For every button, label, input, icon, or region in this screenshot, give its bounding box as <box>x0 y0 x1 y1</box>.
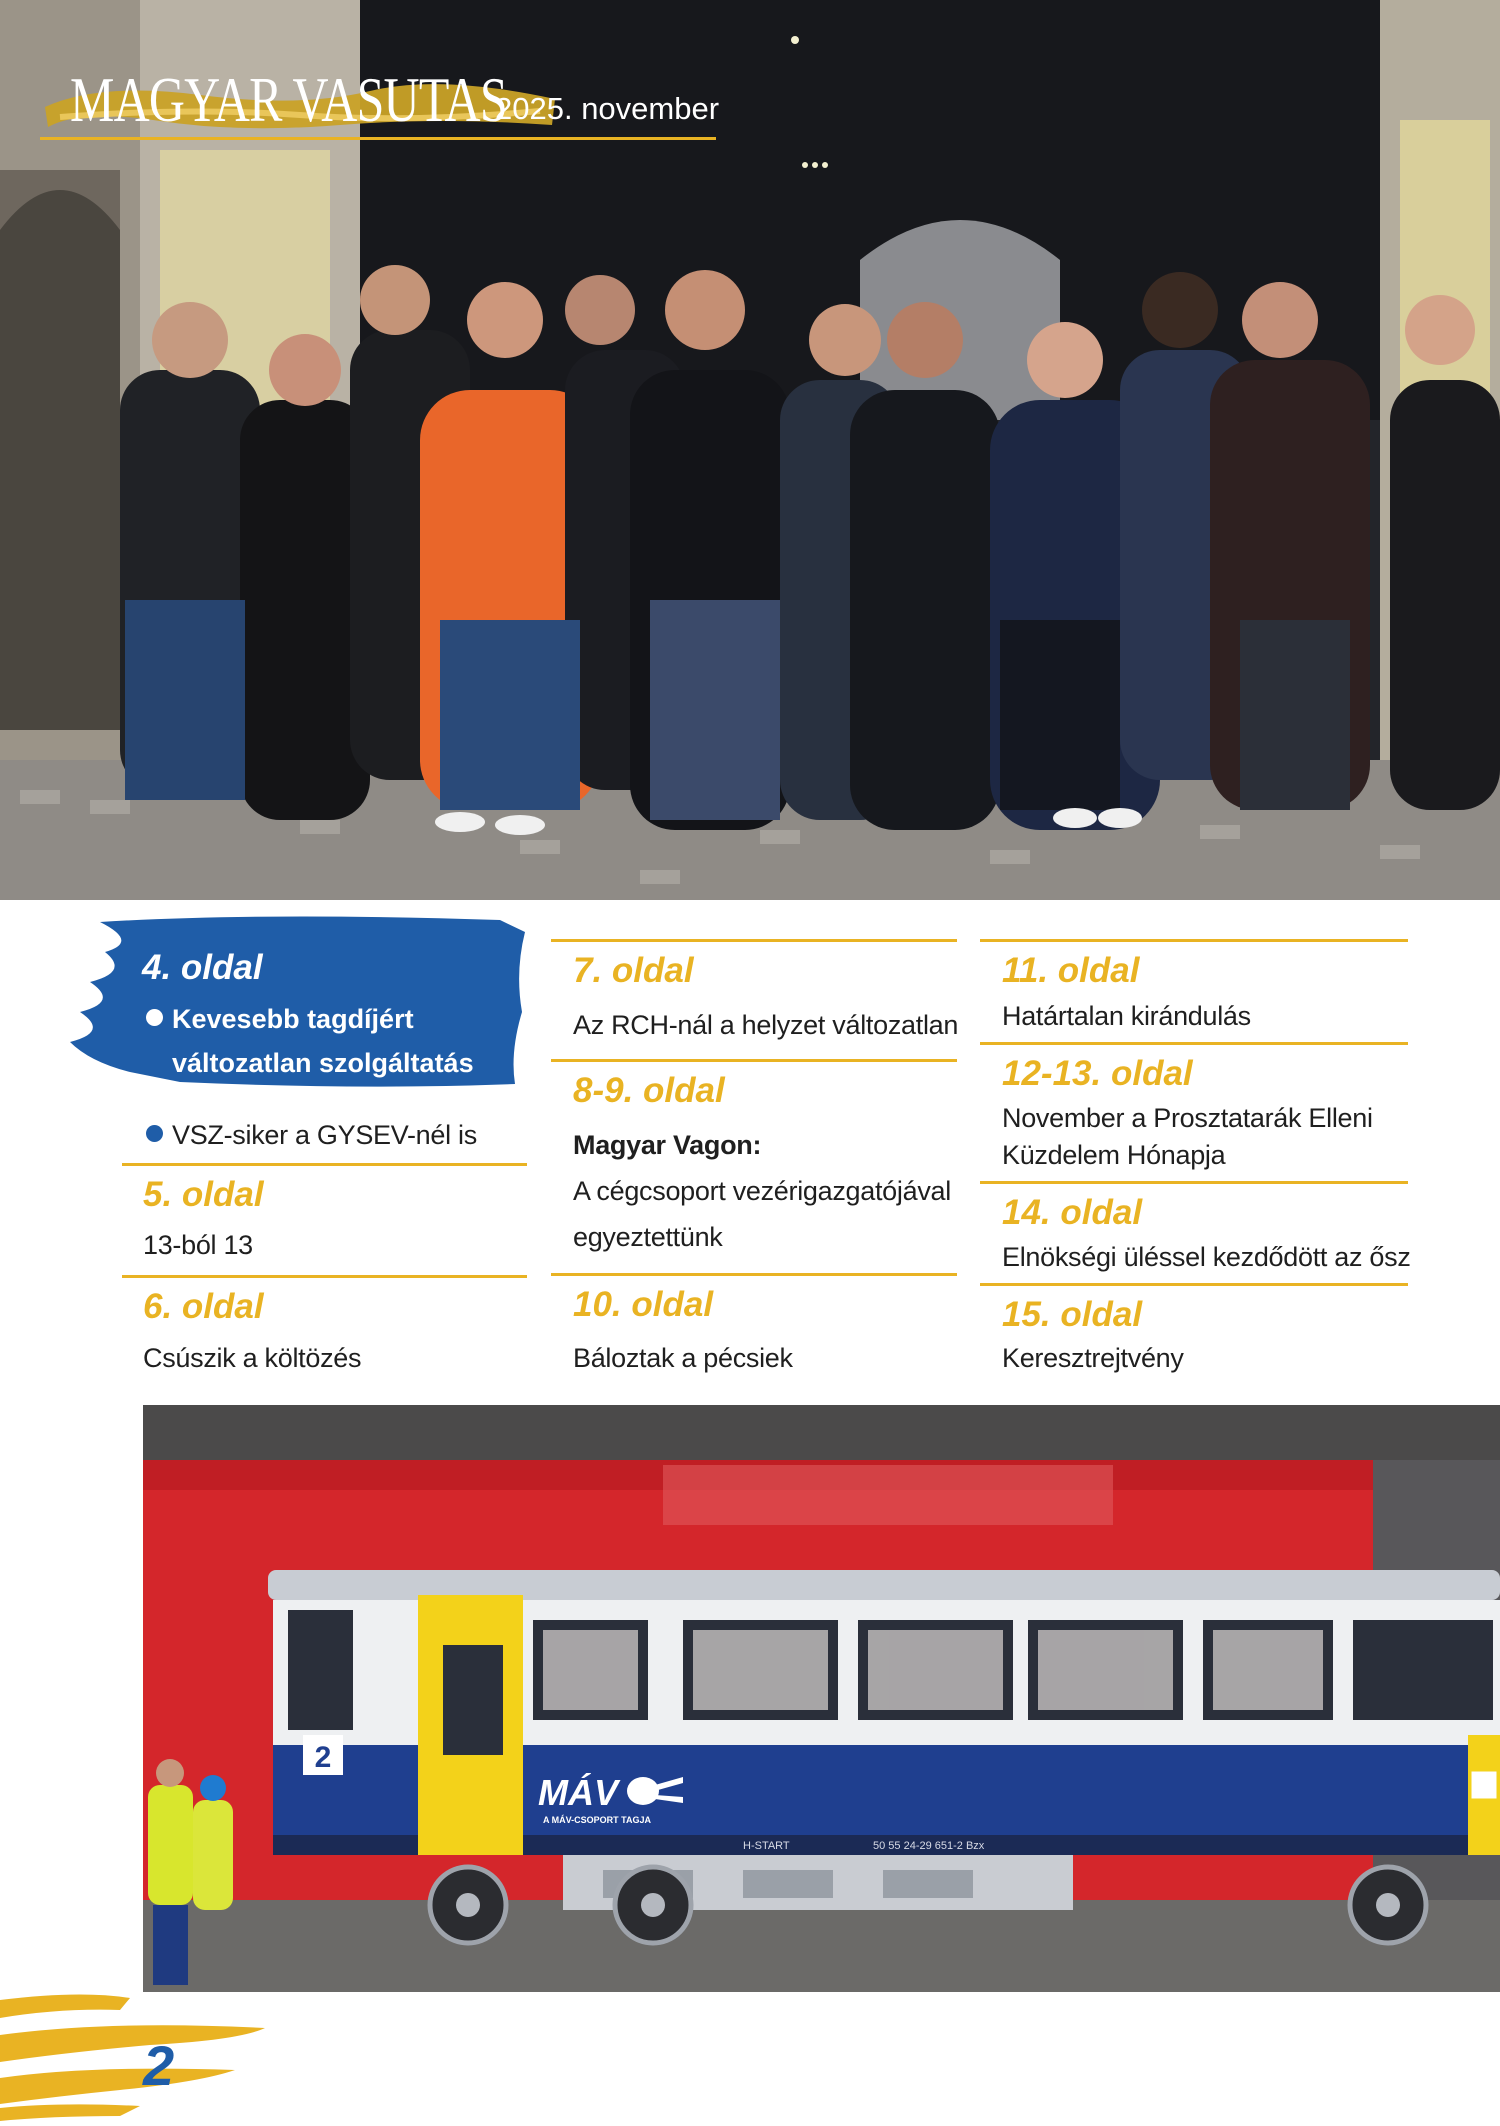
masthead <box>40 55 720 140</box>
toc-page-4[interactable]: 4. oldal <box>142 948 263 987</box>
magazine-title: MAGYAR VASUTAS <box>70 64 507 135</box>
toc-page-6[interactable]: 6. oldal <box>143 1287 264 1326</box>
toc-item-hatartalan-kirandulas[interactable]: Határtalan kirándulás <box>1002 1001 1251 1031</box>
toc-item-csuszik-a-koltozes[interactable]: Csúszik a költözés <box>143 1343 362 1373</box>
toc-item-baloztak-a-pecsiek[interactable]: Báloztak a pécsiek <box>573 1343 793 1373</box>
toc-page-7[interactable]: 7. oldal <box>573 951 694 990</box>
toc-item-egyeztettunk[interactable]: egyeztettünk <box>573 1222 723 1252</box>
toc-divider <box>551 939 957 942</box>
toc-item-rch-helyzet[interactable]: Az RCH-nál a helyzet változatlan <box>573 1010 959 1040</box>
bullet-icon <box>146 1009 163 1026</box>
toc-item-keresztrejtveny[interactable]: Keresztrejtvény <box>1002 1343 1184 1373</box>
toc-item-elnoksegi-ules[interactable]: Elnökségi üléssel kezdődött az ősz <box>1002 1242 1411 1272</box>
toc-item-valtozatlan-szolgaltatas[interactable]: változatlan szolgáltatás <box>172 1048 474 1078</box>
toc-item-13-bol-13[interactable]: 13-ból 13 <box>143 1230 253 1260</box>
toc-page-15[interactable]: 15. oldal <box>1002 1295 1143 1334</box>
toc-divider <box>551 1059 957 1062</box>
page-number: 2 <box>143 2034 175 2097</box>
toc-page-14[interactable]: 14. oldal <box>1002 1193 1143 1232</box>
issue-date: 2025. november <box>495 91 720 126</box>
toc-item-vsz-siker[interactable]: VSZ-siker a GYSEV-nél is <box>146 1120 477 1151</box>
toc-page-10[interactable]: 10. oldal <box>573 1285 714 1324</box>
masthead-rule <box>40 137 716 140</box>
toc-item-prosztatarak[interactable]: November a Prosztatarák Elleni <box>1002 1103 1373 1133</box>
mav-tagline: A MÁV-CSOPORT TAGJA <box>543 1815 652 1825</box>
railcar-photo <box>143 1405 1500 1992</box>
toc-divider <box>122 1275 527 1278</box>
toc-item-cegcsoport-vezerigazgato[interactable]: A cégcsoport vezérigazgatójával <box>573 1176 951 1206</box>
bullet-icon <box>146 1125 163 1142</box>
toc-divider <box>551 1273 957 1276</box>
toc-page-8-9[interactable]: 8-9. oldal <box>573 1071 725 1110</box>
toc-item-magyar-vagon[interactable]: Magyar Vagon: <box>573 1130 762 1160</box>
mav-logo-text: MÁV <box>538 1772 618 1813</box>
toc-divider <box>980 939 1408 942</box>
toc-page-12-13[interactable]: 12-13. oldal <box>1002 1054 1193 1093</box>
bike-sign-icon <box>1470 1770 1498 1800</box>
toc-item-kevesebb-tagdijert[interactable]: Kevesebb tagdíjért <box>146 1004 414 1035</box>
toc-divider <box>980 1042 1408 1045</box>
start-label: H-START <box>743 1840 790 1852</box>
railcar-illustration <box>143 1405 1500 1992</box>
toc-page-11[interactable]: 11. oldal <box>1002 951 1140 990</box>
car-number: 2 <box>314 1741 332 1774</box>
toc-divider <box>980 1181 1408 1184</box>
toc-divider <box>122 1163 527 1166</box>
toc-item-kuzdelem-honapja[interactable]: Küzdelem Hónapja <box>1002 1140 1226 1170</box>
registration-number: 50 55 24-29 651-2 Bzx <box>873 1840 985 1852</box>
group-photo <box>0 0 1500 900</box>
toc-page-5[interactable]: 5. oldal <box>143 1175 264 1214</box>
toc-divider <box>980 1283 1408 1286</box>
